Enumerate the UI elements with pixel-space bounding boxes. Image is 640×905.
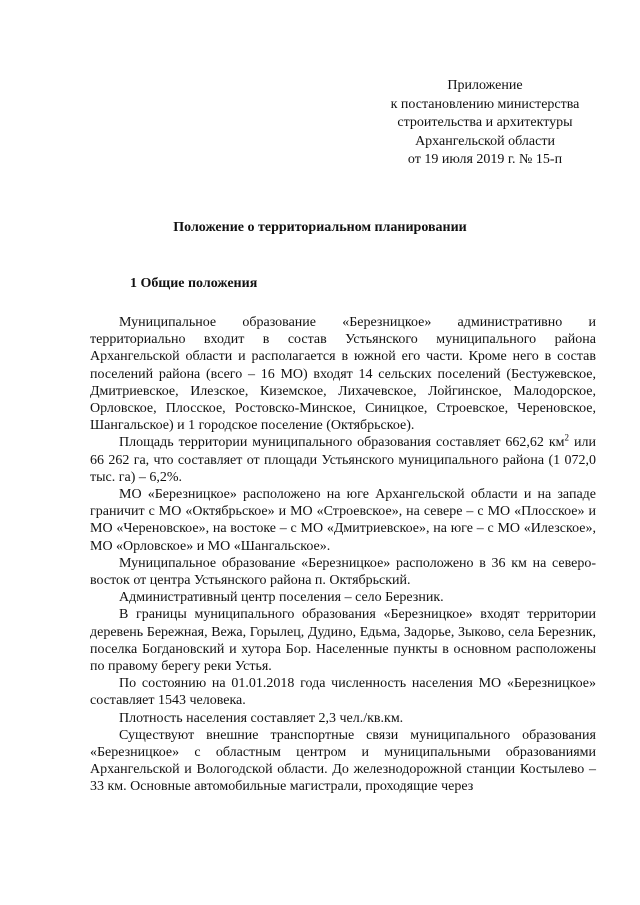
paragraph-4: Муниципальное образование «Березницкое» расположено в 36 км на северо-восток от центра Устьянского района п. Октябрьский.	[90, 555, 596, 589]
document-body	[90, 314, 596, 796]
paragraph-2	[90, 434, 596, 486]
approval-block	[370, 77, 600, 170]
paragraph-9: Существуют внешние транспортные связи муниципального образования «Березницкое» с областным центром и муниципальными образованиями Архангельской и Вологодской области. До железнодорожной станции Костылево – 33 км. Основные автомобильные магистрали, проходящие через	[90, 727, 596, 795]
approval-line-1: Приложение	[447, 78, 523, 93]
paragraph-1: Муниципальное образование «Березницкое» административно и территориально входит в состав Устьянского муниципального района Архангельской области и располагается в южной его части. Кроме него в состав поселений района (всего – 16 МО) входят 14 сельских поселений (Бестужевское, Дмитриевское, Илезское, Киземское, Лихачевское, Лойгинское, Малодорское, Орловское, Плосское, Ростовско-Минское, Синицкое, Строевское, Череновское, Шангальское) и 1 городское поселение (Октябрьское).	[90, 315, 596, 434]
paragraph-2-end: или 66 262 га, что составляет от площади Устьянского муниципального района (1 072,0 тыс. га) – 6,2%.	[90, 435, 596, 485]
paragraph-5: Административный центр поселения – село Березник.	[119, 590, 444, 606]
paragraph-6: В границы муниципального образования «Березницкое» входят территории деревень Бережная, Вежа, Горылец, Дудино, Едьма, Задорье, Зыково, села Березник, поселка Богдановский и хутора Бор. Населенные пункты в основном расположены по правому берегу реки Устья.	[90, 607, 596, 675]
document-title: Положение о территориальном планировании	[173, 220, 467, 235]
paragraph-7: По состоянию на 01.01.2018 года численность населения МО «Березницкое» составляет 1543 человека.	[90, 676, 596, 709]
approval-line-3: строительства и архитектуры	[397, 115, 573, 130]
approval-line-4: Архангельской области	[415, 133, 555, 149]
superscript-2: 2	[564, 432, 570, 443]
approval-line-5: от 19 июля 2019 г. № 15-п	[407, 152, 563, 167]
paragraph-8: Плотность населения составляет 2,3 чел./кв.км.	[119, 710, 404, 726]
paragraph-3: МО «Березницкое» расположено на юге Архангельской области и на западе граничит с МО «Октябрьское» и МО «Строевское», на севере – с МО «Плосское» и МО «Череновское», на востоке – с МО «Дмитриевское», на юге – с МО «Илезское», МО «Орловское» и МО «Шангальское».	[90, 487, 596, 554]
approval-line-2: к постановлению министерства	[390, 96, 580, 112]
paragraph-2-start: Площадь территории муниципального образования составляет 662,62 км	[119, 435, 565, 451]
section-heading: 1 Общие положения	[130, 276, 258, 291]
